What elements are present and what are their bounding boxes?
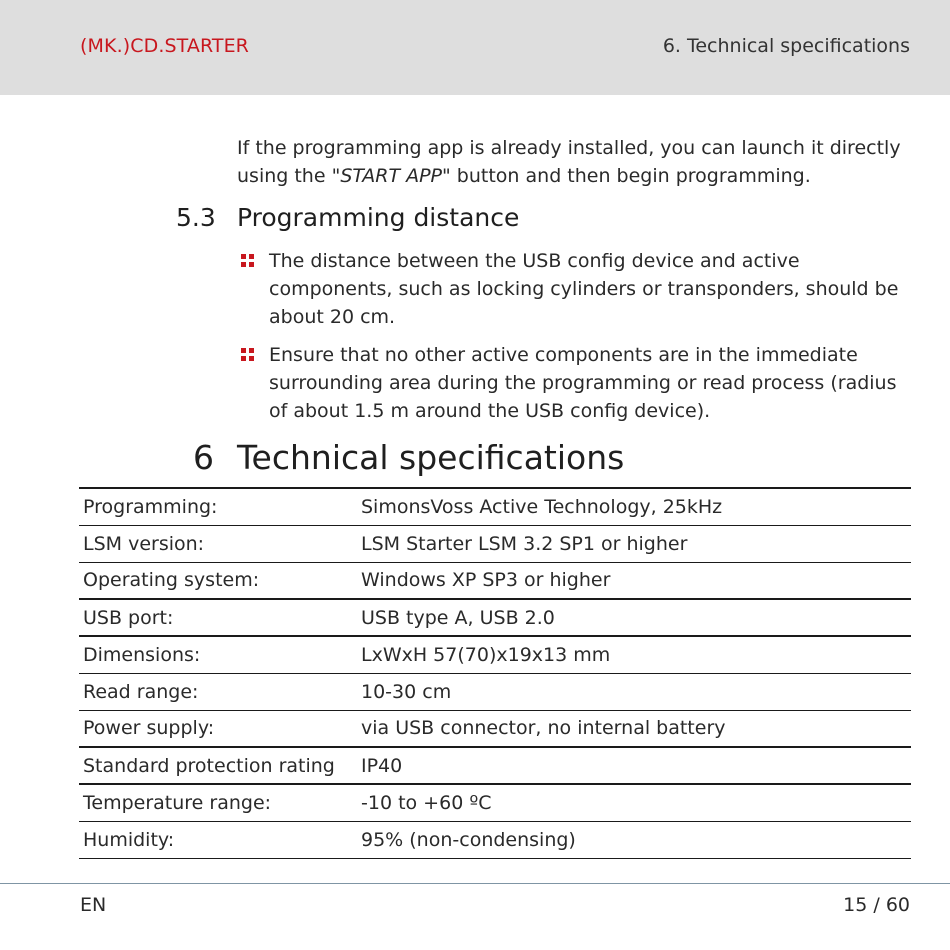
spec-label: Power supply: — [83, 717, 215, 740]
spec-value: via USB connector, no internal battery — [361, 717, 726, 740]
table-row — [79, 562, 911, 599]
table-row — [79, 710, 911, 747]
spec-label: Dimensions: — [83, 643, 201, 666]
table-row — [79, 747, 911, 784]
spec-value: LSM Starter LSM 3.2 SP1 or higher — [361, 532, 688, 555]
bullet-square-icon — [241, 254, 254, 267]
spec-label: USB port: — [83, 606, 174, 629]
page-number: 15 / 60 — [843, 894, 910, 916]
spec-table — [79, 487, 911, 859]
spec-value: Windows XP SP3 or higher — [361, 569, 611, 592]
product-name: (MK.)CD.STARTER — [80, 35, 249, 57]
chapter-number: 6 — [193, 438, 214, 477]
spec-value: 10-30 cm — [361, 680, 452, 703]
spec-value: 95% (non-condensing) — [361, 828, 576, 851]
spec-label: Temperature range: — [83, 791, 272, 814]
bullet-item — [241, 247, 911, 331]
intro-text-after: button and then begin programming. — [450, 165, 811, 187]
bullet-list — [241, 247, 911, 435]
spec-value: LxWxH 57(70)x19x13 mm — [361, 643, 611, 666]
start-app-reference: "START APP" — [331, 165, 451, 187]
spec-value: IP40 — [361, 754, 403, 777]
bullet-text: Ensure that no other active components are in the immediate surrounding area during the programming or read process (radius of about 1.5 m around the USB config device). — [269, 344, 897, 422]
spec-value: SimonsVoss Active Technology, 25kHz — [361, 495, 723, 518]
spec-label: Humidity: — [83, 828, 175, 851]
bullet-item — [241, 341, 911, 425]
intro-paragraph — [237, 134, 917, 190]
footer-language: EN — [80, 894, 107, 916]
spec-value: USB type A, USB 2.0 — [361, 606, 555, 629]
table-row — [79, 488, 911, 525]
section-title: Programming distance — [237, 203, 520, 232]
spec-label: LSM version: — [83, 532, 205, 555]
spec-label: Read range: — [83, 680, 199, 703]
page-header — [0, 0, 950, 95]
table-row — [79, 525, 911, 562]
bullet-square-icon — [241, 348, 254, 361]
table-row — [79, 599, 911, 636]
table-row — [79, 636, 911, 673]
spec-value: -10 to +60 ºC — [361, 791, 492, 814]
table-row — [79, 673, 911, 710]
intro-text-before: If the programming app is already installed, you can launch it directly using the — [237, 137, 901, 187]
footer-divider — [0, 883, 950, 884]
spec-label: Standard protection rating — [83, 754, 335, 777]
chapter-title: Technical specifications — [237, 438, 625, 477]
table-row — [79, 784, 911, 821]
spec-label: Operating system: — [83, 569, 260, 592]
table-row — [79, 821, 911, 858]
bullet-text: The distance between the USB config device and active components, such as locking cylinders or transponders, should be about 20 cm. — [269, 250, 899, 328]
section-number: 5.3 — [176, 203, 216, 232]
spec-label: Programming: — [83, 495, 218, 518]
running-chapter-title: 6. Technical specifications — [662, 35, 910, 57]
